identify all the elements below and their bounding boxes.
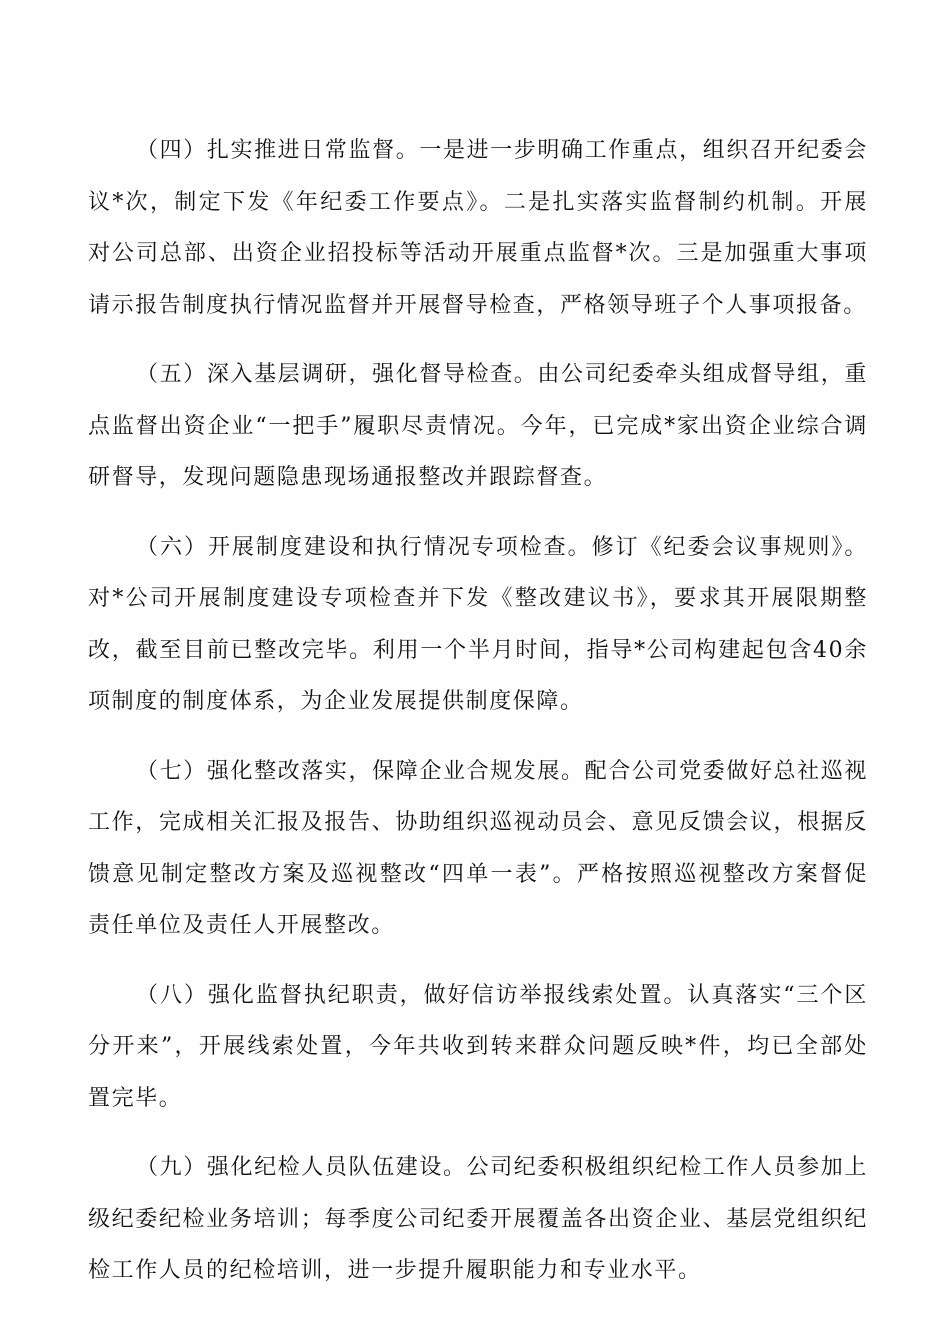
paragraph-5-grassroots-research: （五）深入基层调研，强化督导检查。由公司纪委牵头组成督导组，重点监督出资企业“一把手”履职尽责情况。今年，已完成*家出资企业综合调研督导，发现问题隐患现场通报整改并跟踪督查。	[88, 362, 868, 490]
paragraph-8-petition-handling: （八）强化监督执纪职责，做好信访举报线索处置。认真落实“三个区分开来”，开展线索处置，今年共收到转来群众问题反映*件，均已全部处置完毕。	[88, 982, 868, 1111]
paragraph-4-daily-supervision: （四）扎实推进日常监督。一是进一步明确工作重点，组织召开纪委会议*次，制定下发《年纪委工作要点》。二是扎实落实监督制约机制。开展对公司总部、出资企业招投标等活动开展重点监督*次。三是加强重大事项请示报告制度执行情况监督并开展督导检查，严格领导班子个人事项报备。	[88, 138, 868, 318]
document-body	[88, 125, 868, 1315]
paragraph-7-rectification: （七）强化整改落实，保障企业合规发展。配合公司党委做好总社巡视工作，完成相关汇报及报告、协助组织巡视动员会、意见反馈会议，根据反馈意见制定整改方案及巡视整改“四单一表”。严格按照巡视整改方案督促责任单位及责任人开展整改。	[88, 758, 868, 938]
paragraph-6-system-inspection: （六）开展制度建设和执行情况专项检查。修订《纪委会议事规则》。对*公司开展制度建设专项检查并下发《整改建议书》，要求其开展限期整改，截至目前已整改完毕。利用一个半月时间，指导*公司构建起包含40余项制度的制度体系，为企业发展提供制度保障。	[88, 534, 868, 714]
paragraph-9-team-building: （九）强化纪检人员队伍建设。公司纪委积极组织纪检工作人员参加上级纪委纪检业务培训；每季度公司纪委开展覆盖各出资企业、基层党组织纪检工作人员的纪检培训，进一步提升履职能力和专业水平。	[88, 1155, 868, 1283]
